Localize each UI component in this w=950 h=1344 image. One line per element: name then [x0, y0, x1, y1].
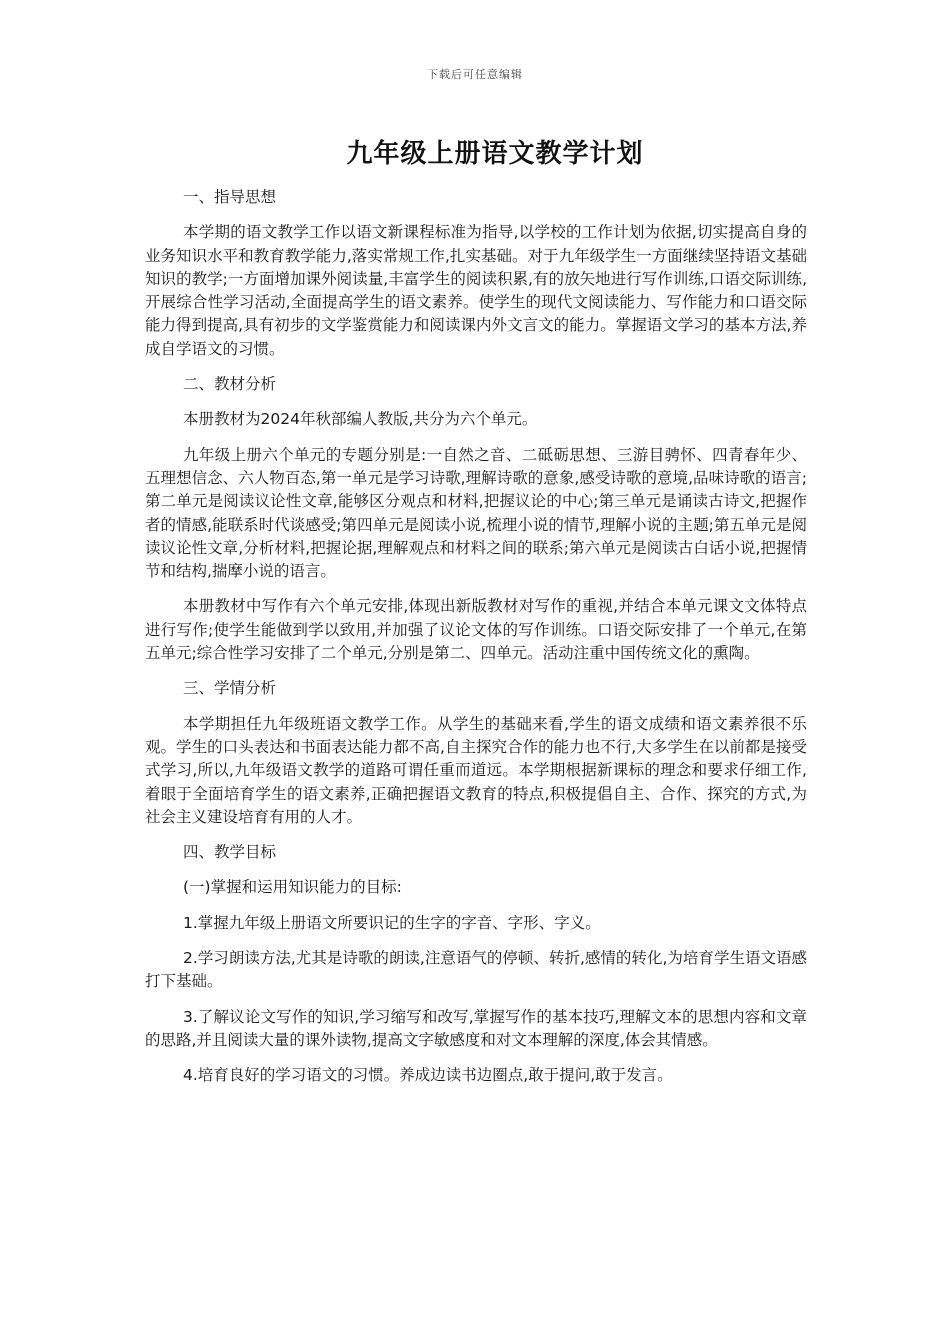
section-heading: 一、指导思想 — [183, 188, 277, 206]
list-item: 1.掌握九年级上册语文所要识记的生字的字音、字形、字义。 — [183, 913, 601, 932]
document-title: 九年级上册语文教学计划 — [346, 139, 644, 169]
sub-heading: (一)掌握和运用知识能力的目标: — [183, 878, 402, 897]
header-note: 下载后可任意编辑 — [427, 68, 523, 81]
paragraph: 本学期担任九年级班语文教学工作。从学生的基础来看,学生的语文成绩和语文素养很不乐观。学生的口头表达和书面表达能力都不高,自主探究合作的能力也不行,大多学生在以前都是接受式学习,所以,九年级语文教学的道路可谓任重而道远。本学期根据新课标的理念和要求仔细工作,着眼于全面培育学生的语文素养,正确把握语文教育的特点,积极提倡自主、合作、探究的方式,为社会主义建设培育有用的人才。 — [145, 714, 807, 826]
paragraph: 本册教材中写作有六个单元安排,体现出新版教材对写作的重视,并结合本单元课文文体特点进行写作;使学生能做到学以致用,并加强了议论文体的写作训练。口语交际安排了一个单元,在第五单元;综合性学习安排了二个单元,分别是第二、四单元。活动注重中国传统文化的熏陶。 — [145, 597, 807, 663]
section-heading: 四、教学目标 — [183, 843, 277, 862]
section-heading: 二、教材分析 — [183, 375, 277, 394]
list-item: 3.了解议论文写作的知识,学习缩写和改写,掌握写作的基本技巧,理解文本的思想内容和文章的思路,并且阅读大量的课外读物,提高文字敏感度和对文本理解的深度,体会其情感。 — [145, 1007, 807, 1049]
paragraph: 本册教材为2024年秋部编人教版,共分为六个单元。 — [183, 410, 538, 429]
paragraph: 本学期的语文教学工作以语文新课程标准为指导,以学校的工作计划为依据,切实提高自身的业务知识水平和教育教学能力,落实常规工作,扎实基础。对于九年级学生一方面继续坚持语文基础知识的教学;一方面增加课外阅读量,丰富学生的阅读积累,有的放矢地进行写作训练,口语交际训练,开展综合性学习活动,全面提高学生的语文素养。使学生的现代文阅读能力、写作能力和口语交际能力得到提高,具有初步的文学鉴赏能力和阅读课内外文言文的能力。掌握语文学习的基本方法,养成自学语文的习惯。 — [145, 223, 807, 358]
paragraph: 九年级上册六个单元的专题分别是:一自然之音、二砥砺思想、三游目骋怀、四青春年少、五理想信念、六人物百态,第一单元是学习诗歌,理解诗歌的意象,感受诗歌的意境,品味诗歌的语言;第二单元是阅读议论性文章,能够区分观点和材料,把握议论的中心;第三单元是诵读古诗文,把握作者的情感,能联系时代谈感受;第四单元是阅读小说,梳理小说的情节,理解小说的主题;第五单元是阅读议论性文章,分析材料,把握论据,理解观点和材料之间的联系;第六单元是阅读古白话小说,把握情节和结构,揣摩小说的语言。 — [145, 445, 807, 581]
section-heading: 三、学情分析 — [183, 679, 277, 698]
list-item: 4.培育良好的学习语文的习惯。养成边读书边圈点,敢于提问,敢于发言。 — [183, 1066, 673, 1085]
document-body — [145, 186, 807, 1100]
list-item: 2.学习朗读方法,尤其是诗歌的朗读,注意语气的停顿、转折,感情的转化,为培育学生语文语感打下基础。 — [145, 949, 807, 991]
